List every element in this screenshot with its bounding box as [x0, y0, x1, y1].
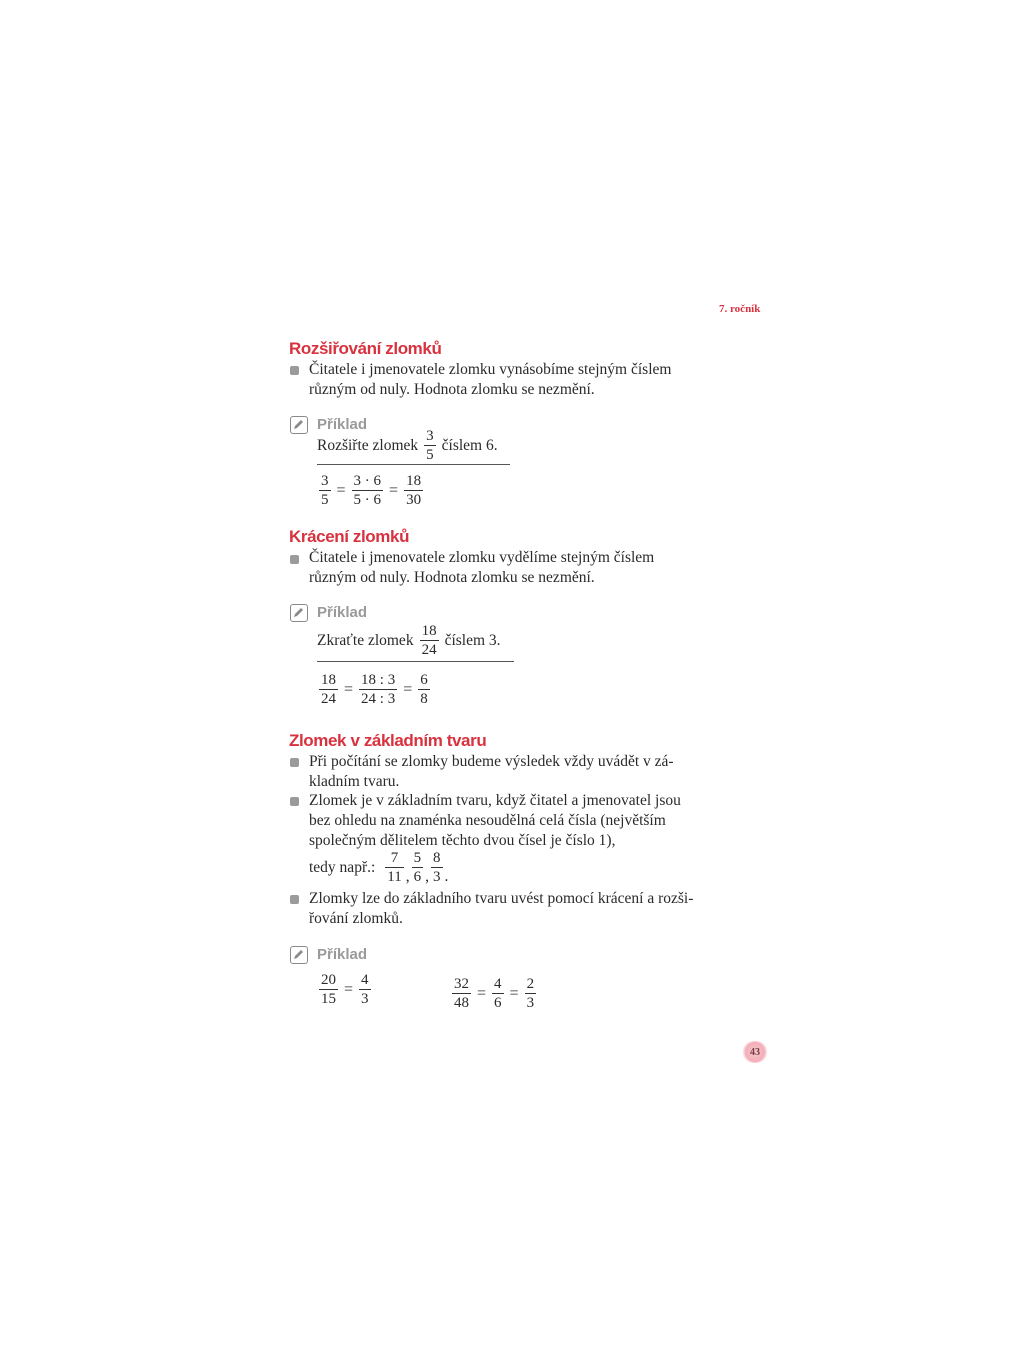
- example-task: [317, 622, 501, 659]
- pencil-icon: [290, 946, 308, 964]
- numerator: 7: [390, 850, 399, 866]
- task-text: číslem 6.: [441, 436, 498, 454]
- equals-sign: =: [344, 680, 354, 698]
- paragraph-line: Při počítání se zlomky budeme výsledek vždy uvádět v zá-: [309, 753, 674, 770]
- denominator: 5 · 6: [353, 492, 382, 508]
- equals-sign: =: [477, 984, 487, 1002]
- paragraph-line: společným dělitelem těchto dvou čísel je číslo 1),: [309, 832, 616, 849]
- section-title-zakladni-tvar: Zlomek v základním tvaru: [289, 731, 487, 750]
- denominator: 8: [420, 691, 428, 707]
- denominator: 30: [406, 492, 422, 508]
- bullet-marker: [290, 366, 299, 375]
- fraction: [525, 975, 537, 1012]
- inline-prefix: tedy např.:: [309, 858, 376, 876]
- numerator: 18 : 3: [361, 672, 396, 688]
- numerator: 4: [361, 972, 369, 988]
- equals-sign: =: [389, 481, 399, 499]
- separator: ,: [425, 868, 429, 885]
- paragraph-line: Zlomky lze do základního tvaru uvést pomocí krácení a rozši-: [309, 890, 694, 907]
- numerator: 6: [420, 672, 428, 688]
- denominator: 24 : 3: [361, 691, 396, 707]
- denominator: 5: [321, 492, 329, 508]
- pencil-icon: [290, 604, 308, 622]
- paragraph-line: kladním tvaru.: [309, 773, 400, 790]
- numerator: 18: [406, 473, 422, 489]
- numerator: 8: [433, 850, 441, 866]
- fraction: [352, 472, 384, 509]
- fraction: [492, 975, 504, 1012]
- equals-sign: =: [344, 980, 354, 998]
- numerator: 4: [494, 976, 502, 992]
- page-number-badge: [736, 1032, 776, 1072]
- fraction: [431, 849, 443, 886]
- example-task: [317, 427, 498, 464]
- fraction: [319, 671, 338, 708]
- bullet-marker: [290, 758, 299, 767]
- denominator: 6: [413, 869, 422, 885]
- bullet-marker: [290, 555, 299, 564]
- fraction: [420, 622, 439, 659]
- denominator: 3: [433, 869, 441, 885]
- fraction: [404, 472, 423, 509]
- denominator: 3: [526, 995, 535, 1011]
- section-title-kraceni: Krácení zlomků: [289, 527, 410, 546]
- paragraph-line: Zlomek je v základním tvaru, když čitatel a jmenovatel jsou: [309, 792, 681, 809]
- fraction: [319, 472, 331, 509]
- bullet-marker: [290, 895, 299, 904]
- numerator: 3: [426, 428, 434, 444]
- paragraph-line: řování zlomků.: [309, 910, 403, 927]
- task-text: Rozšiřte zlomek: [317, 436, 419, 454]
- divider: [317, 661, 514, 662]
- numerator: 20: [321, 972, 336, 988]
- paragraph-line: různým od nuly. Hodnota zlomku se nezmění.: [309, 569, 595, 586]
- denominator: 11: [387, 869, 402, 885]
- equals-sign: =: [403, 680, 413, 698]
- divider: [317, 464, 510, 465]
- example-solution-b: [450, 975, 538, 1012]
- equals-sign: =: [336, 481, 346, 499]
- fraction: [359, 971, 371, 1008]
- numerator: 18: [421, 623, 437, 639]
- equals-sign: =: [509, 984, 519, 1002]
- grade-label: 7. ročník: [719, 303, 761, 315]
- pencil-icon: [290, 416, 308, 434]
- example-solution: [317, 472, 425, 509]
- fraction: [418, 671, 430, 708]
- denominator: 24: [321, 691, 336, 707]
- fraction: [412, 849, 424, 886]
- denominator: 5: [426, 447, 434, 463]
- denominator: 6: [494, 995, 502, 1011]
- separator: ,: [405, 868, 410, 885]
- fraction: [385, 849, 403, 886]
- numerator: 32: [454, 976, 469, 992]
- paragraph-line: různým od nuly. Hodnota zlomku se nezmění.: [309, 381, 595, 398]
- example-label: Příklad: [317, 946, 368, 963]
- example-solution-a: [317, 971, 373, 1008]
- paragraph-line: bez ohledu na znaménka nesoudělná celá čísla (největším: [309, 812, 666, 829]
- denominator: 3: [361, 991, 369, 1007]
- example-label: Příklad: [317, 416, 368, 433]
- example-inline: [309, 849, 448, 886]
- paragraph-line: Čitatele i jmenovatele zlomku vynásobíme stejným číslem: [309, 361, 672, 378]
- section-title-rozsirovani: Rozšiřování zlomků: [289, 339, 442, 358]
- page-number: 43: [742, 1041, 768, 1063]
- numerator: 2: [526, 976, 535, 992]
- fraction: [319, 971, 338, 1008]
- numerator: 3: [321, 473, 329, 489]
- sentence-end: .: [444, 868, 449, 885]
- numerator: 18: [321, 672, 336, 688]
- bullet-marker: [290, 797, 299, 806]
- fraction: [424, 427, 436, 464]
- task-text: číslem 3.: [444, 631, 501, 649]
- denominator: 48: [454, 995, 469, 1011]
- paragraph-line: Čitatele i jmenovatele zlomku vydělíme stejným číslem: [309, 549, 655, 566]
- fraction: [359, 671, 397, 708]
- task-text: Zkraťte zlomek: [317, 631, 414, 649]
- numerator: 3 · 6: [353, 473, 382, 489]
- numerator: 5: [413, 850, 422, 866]
- example-label: Příklad: [317, 604, 368, 621]
- denominator: 24: [421, 642, 437, 658]
- example-solution: [317, 671, 432, 708]
- fraction: [452, 975, 471, 1012]
- denominator: 15: [321, 991, 336, 1007]
